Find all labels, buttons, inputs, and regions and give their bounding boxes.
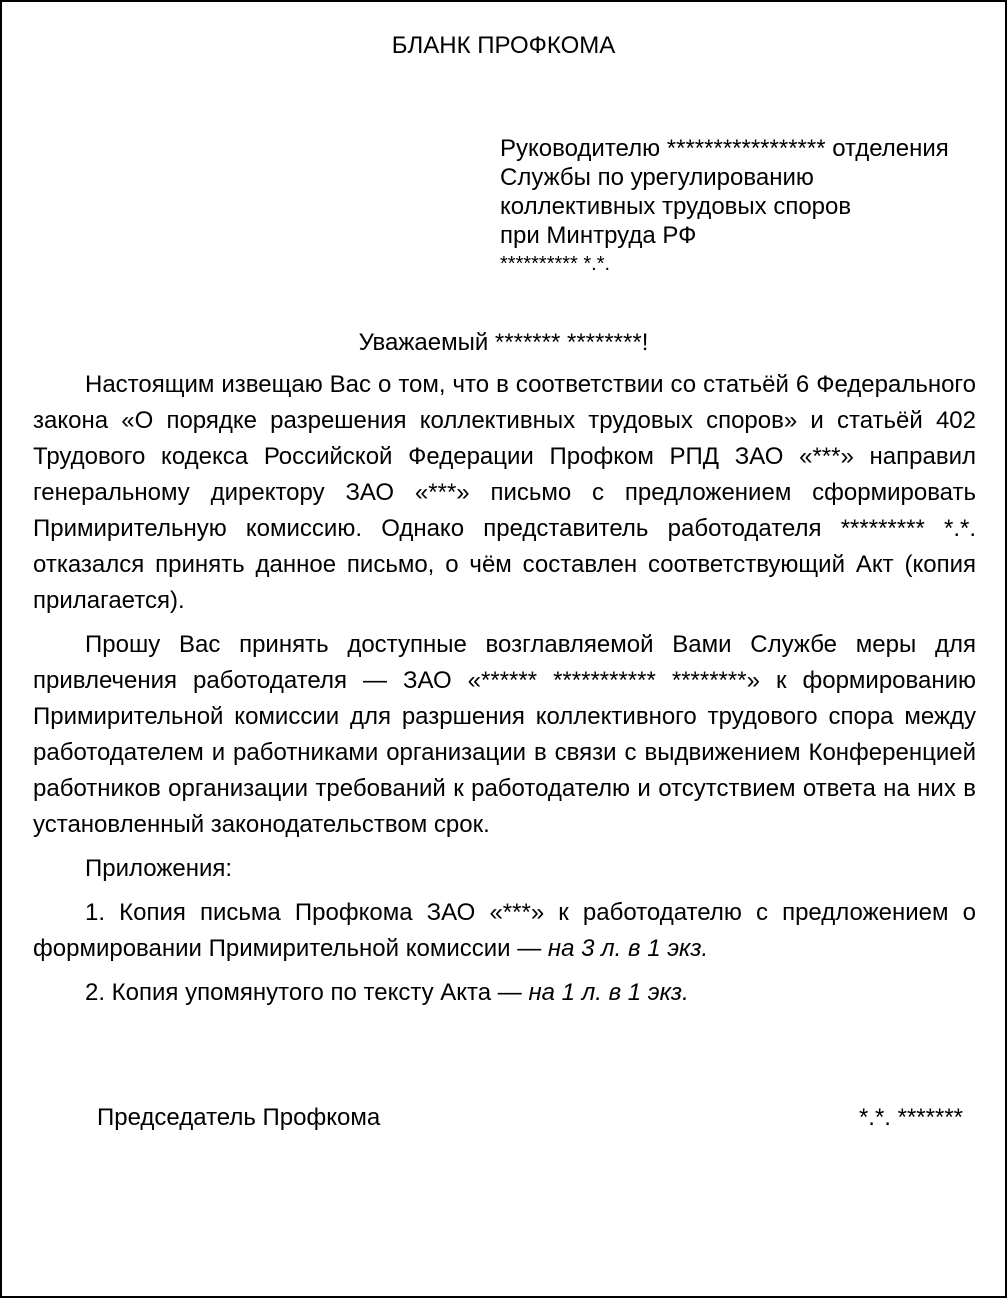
signature-line <box>97 1103 963 1133</box>
addressee-line: при Минтруда РФ <box>500 222 697 249</box>
attachment-text: 1. Копия письма Профкома ЗАО «***» к работодателю с предложением о формировании Примирительной комиссии — <box>33 899 976 962</box>
addressee-line: Службы по урегулированию <box>500 164 814 191</box>
addressee-line: коллективных трудовых споров <box>500 193 852 220</box>
attachment-note: на 3 л. в 1 экз. <box>547 935 709 962</box>
signature-title: Председатель Профкома <box>97 1104 381 1131</box>
body-paragraph: Прошу Вас принять доступные возглавляемой Вами Службе меры для привлечения работодателя — ЗАО «****** *********** ********» к формированию Примирительной комиссии для разршения коллективного трудового спора между работодателем и работниками организации в связи с выдвижением Конференцией работников организации требований к работодателю и отсутствием ответа на них в установленный законодательством срок. <box>33 631 976 838</box>
salutation: Уважаемый ******* ********! <box>358 329 649 356</box>
attachment-item <box>33 895 976 967</box>
signature-name: *.*. ******* <box>858 1104 963 1131</box>
letterhead: БЛАНК ПРОФКОМА <box>391 32 616 59</box>
attachment-note: на 1 л. в 1 экз. <box>528 979 689 1006</box>
addressee-signatory: ********** *.*. <box>500 253 611 275</box>
body-paragraph: Настоящим извещаю Вас о том, что в соответствии со статьёй 6 Федерального закона «О порядке разрешения коллективных трудовых споров» и статьёй 402 Трудового кодекса Российской Федерации Профком РПД ЗАО «***» направил генеральному директору ЗАО «***» письмо с предложением сформировать Примирительную комиссию. Однако представитель работодателя ********* *.*. отказался принять данное письмо, о чём составлен соответствующий Акт (копия прилагается). <box>33 371 976 614</box>
addressee-line: Руководителю ***************** отделения <box>500 135 949 162</box>
attachment-item <box>33 975 976 1011</box>
attachment-text: 2. Копия упомянутого по тексту Акта — <box>85 979 529 1006</box>
letter-body <box>33 367 976 1011</box>
addressee-block <box>500 134 980 279</box>
attachments-heading: Приложения: <box>85 855 233 882</box>
